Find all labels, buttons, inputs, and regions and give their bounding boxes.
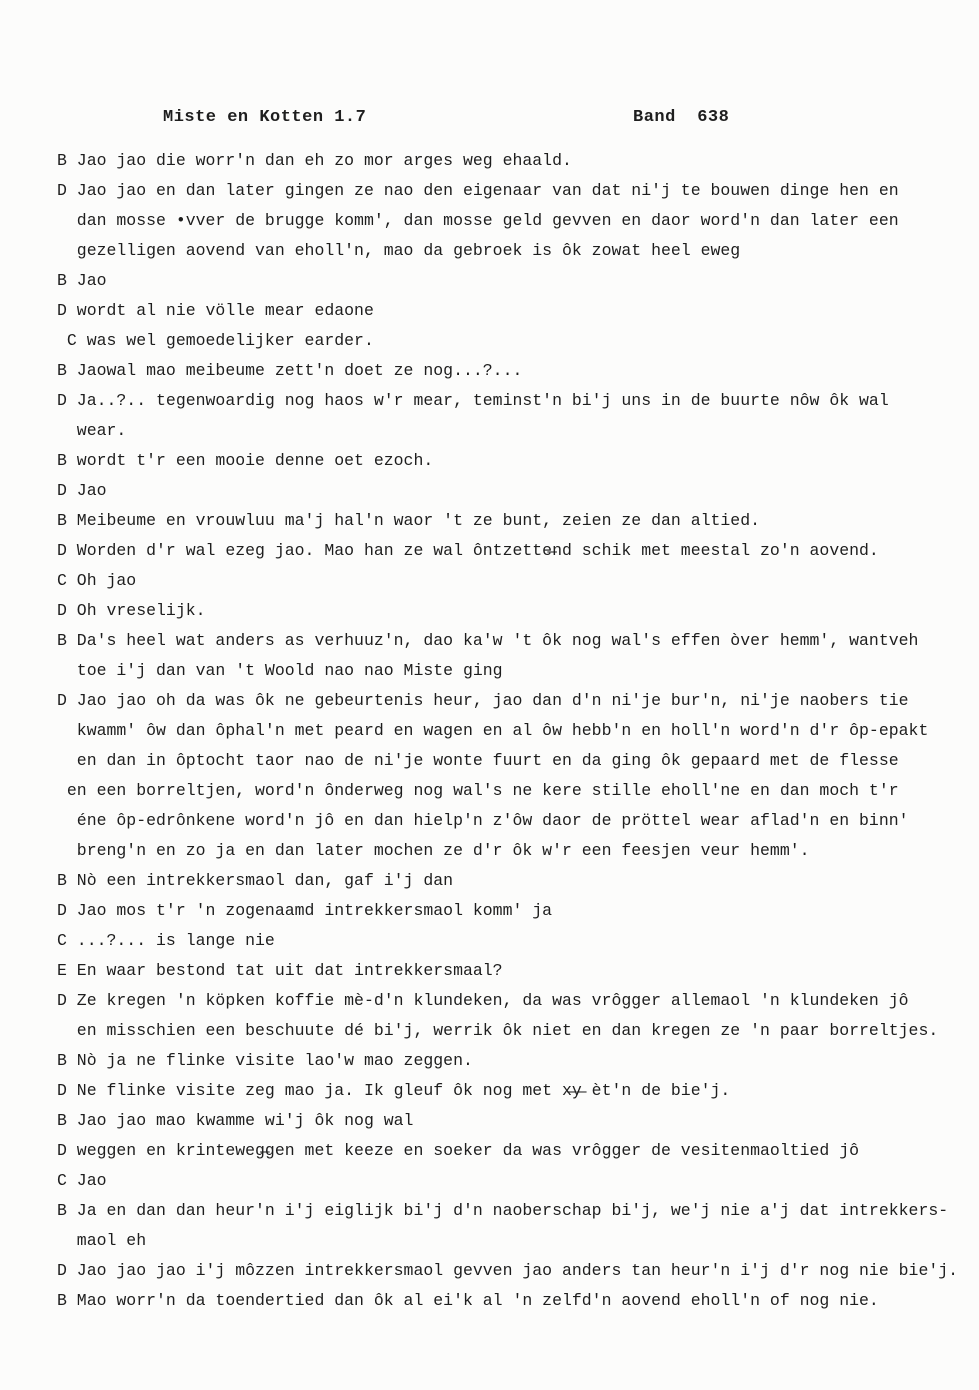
transcript-line: D Ja..?.. tegenwoardig nog haos w'r mear, teminst'n bi'j uns in de buurte nôw ôk wal (57, 391, 889, 410)
transcript-line: C was wel gemoedelijker earder. (57, 331, 374, 350)
transcript-line: D Worden d'r wal ezeg jao. Mao han ze wal ôntzette̶nd schik met meestal zo'n aovend. (57, 541, 879, 560)
transcript-line: B Nò ja ne flinke visite lao'w mao zeggen. (57, 1051, 473, 1070)
transcript-line: E En waar bestond tat uit dat intrekkersmaal? (57, 961, 503, 980)
transcript-line: D weggen en krinteweg̶gen met keeze en soeker da was vrôgger de vesitenmaoltied jô (57, 1141, 860, 1160)
transcript-line: B Nò een intrekkersmaol dan, gaf i'j dan (57, 871, 454, 890)
transcript-line: wear. (57, 421, 127, 440)
transcript-line: B Jao (57, 271, 107, 290)
transcript-line: dan mosse •vver de brugge komm', dan mosse geld gevven en daor word'n dan later een (57, 211, 899, 230)
transcript-line: D Jao (57, 481, 107, 500)
transcript-line: maol eh (57, 1231, 147, 1250)
transcript-line: gezelligen aovend van eholl'n, mao da gebroek is ôk zowat heel eweg (57, 241, 741, 260)
transcript-line: B Jao jao die worr'n dan eh zo mor arges weg ehaald. (57, 151, 572, 170)
transcript-line: B Mao worr'n da toendertied dan ôk al ei'k al 'n zelfd'n aovend eholl'n of nog nie. (57, 1291, 879, 1310)
transcript-line: D wordt al nie völle mear edaone (57, 301, 374, 320)
transcript-line: en een borreltjen, word'n ônderweg nog wal's ne kere stille eholl'ne en dan moch t'r (57, 781, 899, 800)
transcript-line: D Ze kregen 'n köpken koffie mè-d'n klundeken, da was vrôgger allemaol 'n klundeken jô (57, 991, 909, 1010)
transcript-line: kwamm' ôw dan ôphal'n met peard en wagen en al ôw hebb'n en holl'n word'n d'r ôp-epakt (57, 721, 929, 740)
transcript-line: B Meibeume en vrouwluu ma'j hal'n waor 't ze bunt, zeien ze dan altied. (57, 511, 761, 530)
transcript-line: breng'n en zo ja en dan later mochen ze d'r ôk w'r een feesjen veur hemm'. (57, 841, 810, 860)
transcript-line: D Jao jao oh da was ôk ne gebeurtenis heur, jao dan d'n ni'je bur'n, ni'je naobers tie (57, 691, 909, 710)
transcript-line: C ...?... is lange nie (57, 931, 275, 950)
transcript-line: B Ja en dan dan heur'n i'j eiglijk bi'j d'n naoberschap bi'j, we'j nie a'j dat intrekkers- (57, 1201, 949, 1220)
transcript (57, 146, 969, 1316)
transcript-line: D Oh vreselijk. (57, 601, 206, 620)
transcript-line: C Oh jao (57, 571, 137, 590)
band-number-label: Band 638 (633, 108, 730, 127)
page-header (0, 108, 979, 138)
document-title: Miste en Kotten 1.7 (163, 108, 367, 127)
transcript-line: B wordt t'r een mooie denne oet ezoch. (57, 451, 434, 470)
transcript-line: B Jaowal mao meibeume zett'n doet ze nog...?... (57, 361, 523, 380)
transcript-line: D Jao jao jao i'j môzzen intrekkersmaol gevven jao anders tan heur'n i'j d'r nog nie bie'j. (57, 1261, 959, 1280)
transcript-line: C Jao (57, 1171, 107, 1190)
transcript-line: éne ôp-edrônkene word'n jô en dan hielp'n z'ôw daor de pröttel wear aflad'n en binn' (57, 811, 909, 830)
transcript-line: D Ne flinke visite zeg mao ja. Ik gleuf ôk nog met x̶y̶ èt'n de bie'j. (57, 1081, 731, 1100)
transcript-line: toe i'j dan van 't Woold nao nao Miste ging (57, 661, 503, 680)
transcript-line: D Jao mos t'r 'n zogenaamd intrekkersmaol komm' ja (57, 901, 553, 920)
transcript-line: B Da's heel wat anders as verhuuz'n, dao ka'w 't ôk nog wal's effen òver hemm', wantveh (57, 631, 919, 650)
transcript-line: en misschien een beschuute dé bi'j, werrik ôk niet en dan kregen ze 'n paar borreltjes. (57, 1021, 939, 1040)
transcript-line: D Jao jao en dan later gingen ze nao den eigenaar van dat ni'j te bouwen dinge hen en (57, 181, 899, 200)
transcript-line: en dan in ôptocht taor nao de ni'je wonte fuurt en da ging ôk gepaard met de flesse (57, 751, 899, 770)
transcript-line: B Jao jao mao kwamme wi'j ôk nog wal (57, 1111, 414, 1130)
